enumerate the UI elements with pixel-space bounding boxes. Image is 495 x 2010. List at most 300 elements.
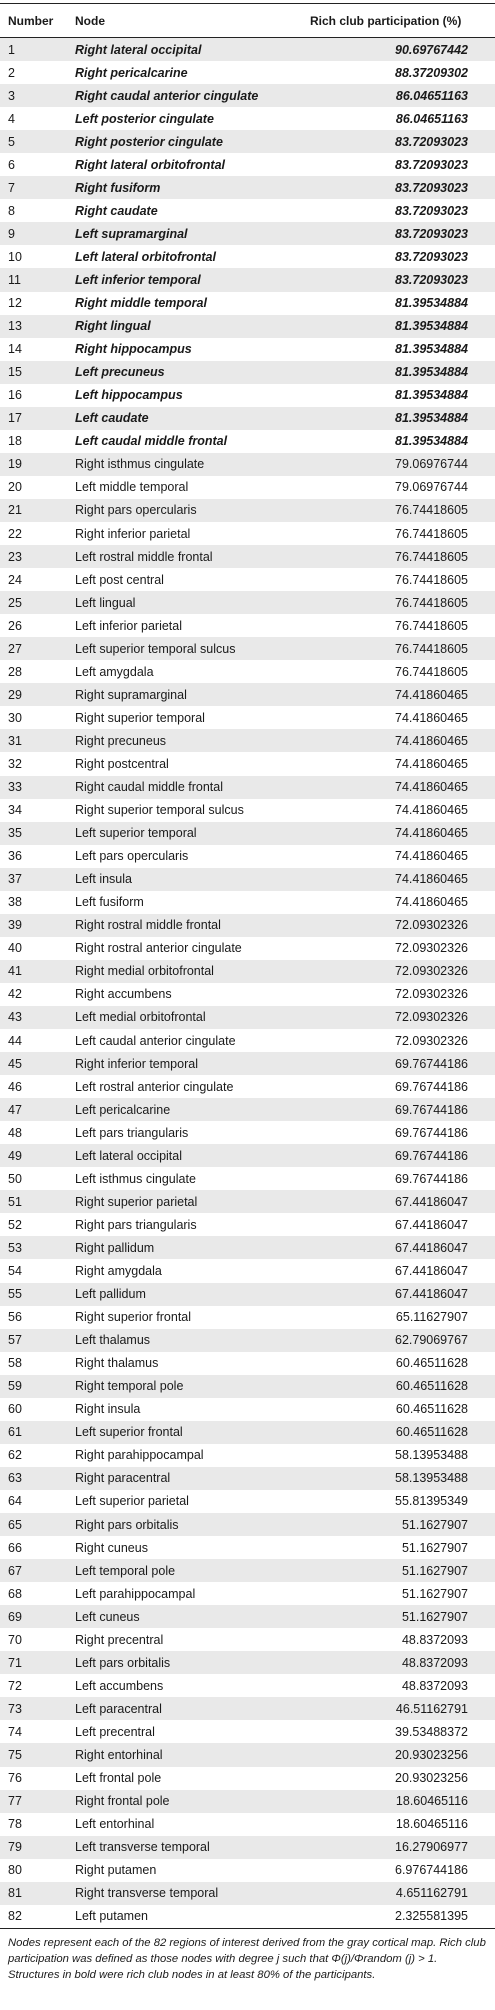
cell-node: Right superior frontal	[75, 1310, 192, 1325]
cell-node: Right paracentral	[75, 1471, 171, 1486]
cell-participation-value: 51.1627907	[401, 1517, 468, 1532]
cell-node: Right pars orbitalis	[75, 1517, 179, 1532]
cell-participation-value: 74.41860465	[395, 895, 468, 910]
cell-participation	[310, 826, 495, 840]
cell-number: 35	[8, 826, 22, 841]
cell-participation	[310, 1909, 495, 1923]
cell-participation	[310, 1748, 495, 1762]
cell-participation	[310, 135, 495, 149]
cell-participation-value: 76.74418605	[395, 503, 468, 518]
table-row	[0, 1259, 495, 1282]
table-row	[0, 799, 495, 822]
cell-participation	[310, 503, 495, 517]
cell-node: Left medial orbitofrontal	[75, 1010, 206, 1025]
cell-participation	[310, 1126, 495, 1140]
cell-node: Left frontal pole	[75, 1771, 162, 1786]
table-row	[0, 61, 495, 84]
cell-participation	[310, 780, 495, 794]
table-row	[0, 1536, 495, 1559]
cell-participation	[310, 1080, 495, 1094]
cell-number: 44	[8, 1033, 22, 1048]
cell-number: 48	[8, 1125, 22, 1140]
table-row	[0, 1467, 495, 1490]
cell-participation-value: 83.72093023	[395, 203, 468, 218]
table-row	[0, 268, 495, 291]
cell-participation-value: 76.74418605	[395, 595, 468, 610]
cell-participation-value: 39.53488372	[395, 1724, 468, 1739]
cell-number: 43	[8, 1010, 22, 1025]
cell-node: Right fusiform	[75, 180, 161, 195]
cell-number: 20	[8, 480, 22, 495]
cell-participation-value: 74.41860465	[395, 826, 468, 841]
table-row	[0, 1075, 495, 1098]
cell-node: Left pallidum	[75, 1287, 146, 1302]
cell-node: Right superior parietal	[75, 1194, 198, 1209]
cell-participation	[310, 365, 495, 379]
table-row	[0, 960, 495, 983]
cell-participation	[310, 1610, 495, 1624]
cell-participation	[310, 1494, 495, 1508]
cell-participation	[310, 1218, 495, 1232]
table-row	[0, 1697, 495, 1720]
cell-participation-value: 2.325581395	[395, 1909, 468, 1924]
cell-participation	[310, 457, 495, 471]
cell-number: 68	[8, 1586, 22, 1601]
cell-participation	[310, 1564, 495, 1578]
cell-node: Left accumbens	[75, 1678, 164, 1693]
cell-node: Left caudal middle frontal	[75, 434, 228, 449]
cell-participation	[310, 1149, 495, 1163]
cell-number: 24	[8, 572, 22, 587]
cell-participation-value: 81.39534884	[395, 296, 468, 311]
table-row	[0, 292, 495, 315]
cell-participation-value: 67.44186047	[395, 1194, 468, 1209]
cell-node: Left posterior cingulate	[75, 111, 214, 126]
cell-participation-value: 18.60465116	[395, 1817, 468, 1832]
cell-participation	[310, 250, 495, 264]
cell-node: Right pars triangularis	[75, 1217, 197, 1232]
cell-participation-value: 67.44186047	[395, 1217, 468, 1232]
cell-participation-value: 69.76744186	[395, 1079, 468, 1094]
cell-participation-value: 76.74418605	[395, 572, 468, 587]
cell-participation	[310, 1471, 495, 1485]
table-row	[0, 107, 495, 130]
cell-number: 80	[8, 1863, 22, 1878]
cell-number: 54	[8, 1264, 22, 1278]
cell-participation-value: 18.60465116	[395, 1794, 468, 1809]
cell-participation	[310, 89, 495, 103]
cell-number: 32	[8, 756, 22, 771]
cell-participation	[310, 550, 495, 564]
cell-number: 58	[8, 1356, 22, 1371]
cell-node: Left supramarginal	[75, 226, 188, 241]
table-row	[0, 1767, 495, 1790]
cell-participation-value: 65.11627907	[395, 1310, 468, 1325]
cell-node: Left entorhinal	[75, 1817, 155, 1832]
cell-node: Right rostral middle frontal	[75, 918, 221, 933]
cell-participation	[310, 388, 495, 402]
cell-node: Right superior temporal sulcus	[75, 803, 244, 818]
cell-participation	[310, 1794, 495, 1808]
cell-participation	[310, 596, 495, 610]
cell-number: 18	[8, 434, 22, 449]
table-row	[0, 1582, 495, 1605]
table-row	[0, 914, 495, 937]
cell-participation	[310, 204, 495, 218]
cell-participation	[310, 734, 495, 748]
cell-number: 50	[8, 1171, 22, 1186]
cell-participation-value: 81.39534884	[395, 434, 468, 449]
cell-node: Left insula	[75, 872, 132, 887]
cell-participation-value: 83.72093023	[395, 134, 468, 149]
cell-number: 22	[8, 526, 22, 541]
cell-node: Right pericalcarine	[75, 65, 188, 80]
cell-node: Right transverse temporal	[75, 1886, 219, 1901]
table-row	[0, 822, 495, 845]
cell-number: 25	[8, 595, 22, 610]
cell-number: 13	[8, 319, 22, 334]
table-row	[0, 845, 495, 868]
table-footnote: Nodes represent each of the 82 regions of interest derived from the gray cortical map. Rich club participation was defined as those nodes with degree j such that Φ(j)/Φrandom (j) > 1. Structures in bold were rich club nodes in at least 80% of the participants.	[8, 1936, 486, 1981]
cell-participation	[310, 757, 495, 771]
cell-number: 49	[8, 1148, 22, 1163]
cell-participation	[310, 918, 495, 932]
cell-participation-value: 69.76744186	[395, 1056, 468, 1071]
cell-participation-value: 48.8372093	[401, 1678, 468, 1693]
table-row	[0, 568, 495, 591]
cell-node: Left precuneus	[75, 365, 165, 380]
table-row	[0, 1029, 495, 1052]
cell-participation	[310, 1840, 495, 1854]
cell-participation	[310, 1287, 495, 1301]
table-row	[0, 1836, 495, 1859]
cell-participation-value: 72.09302326	[395, 941, 468, 956]
cell-number: 69	[8, 1609, 22, 1624]
cell-participation-value: 72.09302326	[395, 1033, 468, 1048]
table-row	[0, 1329, 495, 1352]
cell-participation-value: 16.27906977	[395, 1840, 468, 1855]
table-row	[0, 245, 495, 268]
cell-node: Right lingual	[75, 319, 151, 334]
cell-node: Left pars triangularis	[75, 1125, 189, 1140]
cell-participation-value: 72.09302326	[395, 918, 468, 933]
table-row	[0, 84, 495, 107]
table-row	[0, 153, 495, 176]
cell-number: 82	[8, 1909, 22, 1924]
cell-node: Left superior parietal	[75, 1494, 189, 1509]
cell-participation-value: 74.41860465	[395, 710, 468, 725]
table-row	[0, 1283, 495, 1306]
cell-participation-value: 79.06976744	[395, 457, 468, 472]
table-row	[0, 545, 495, 568]
table-row	[0, 476, 495, 499]
cell-participation-value: 69.76744186	[395, 1148, 468, 1163]
cell-node: Left middle temporal	[75, 480, 189, 495]
cell-node: Right postcentral	[75, 756, 169, 771]
cell-number: 52	[8, 1217, 22, 1232]
table-row	[0, 1144, 495, 1167]
cell-participation	[310, 1725, 495, 1739]
table-row	[0, 430, 495, 453]
table-row	[0, 1213, 495, 1236]
cell-node: Left caudate	[75, 411, 149, 426]
cell-participation-value: 74.41860465	[395, 849, 468, 864]
cell-number: 47	[8, 1102, 22, 1117]
table-row	[0, 384, 495, 407]
cell-participation-value: 74.41860465	[395, 803, 468, 818]
cell-node: Left superior frontal	[75, 1425, 183, 1440]
cell-node: Left transverse temporal	[75, 1840, 210, 1855]
cell-participation-value: 55.81395349	[395, 1494, 468, 1509]
cell-node: Left putamen	[75, 1909, 148, 1924]
cell-number: 46	[8, 1079, 22, 1094]
cell-participation-value: 58.13953488	[395, 1471, 468, 1486]
cell-number: 56	[8, 1310, 22, 1325]
cell-participation	[310, 411, 495, 425]
cell-node: Left temporal pole	[75, 1563, 176, 1578]
cell-node: Right inferior temporal	[75, 1056, 198, 1071]
cell-participation	[310, 1633, 495, 1647]
cell-node: Left inferior temporal	[75, 272, 201, 287]
cell-participation-value: 4.651162791	[395, 1886, 468, 1901]
cell-participation-value: 69.76744186	[395, 1125, 468, 1140]
cell-participation-value: 60.46511628	[395, 1402, 468, 1417]
table-row	[0, 361, 495, 384]
cell-number: 26	[8, 618, 22, 633]
cell-number: 12	[8, 296, 22, 311]
cell-participation-value: 60.46511628	[395, 1356, 468, 1371]
cell-participation	[310, 941, 495, 955]
cell-participation	[310, 181, 495, 195]
cell-participation	[310, 527, 495, 541]
cell-number: 64	[8, 1494, 22, 1509]
cell-node: Right posterior cingulate	[75, 134, 223, 149]
cell-participation	[310, 43, 495, 57]
cell-participation	[310, 1264, 495, 1278]
cell-node: Right caudal anterior cingulate	[75, 88, 259, 103]
table-row	[0, 1513, 495, 1536]
cell-participation	[310, 66, 495, 80]
cell-number: 39	[8, 918, 22, 933]
cell-number: 77	[8, 1794, 22, 1809]
table-row	[0, 706, 495, 729]
cell-node: Left thalamus	[75, 1333, 151, 1348]
table-row	[0, 983, 495, 1006]
cell-participation-value: 90.69767442	[395, 42, 468, 57]
cell-number: 41	[8, 964, 22, 979]
cell-participation-value: 83.72093023	[395, 180, 468, 195]
cell-participation	[310, 1034, 495, 1048]
table-row	[0, 1720, 495, 1743]
cell-participation	[310, 1057, 495, 1071]
table-row	[0, 937, 495, 960]
table-row	[0, 1790, 495, 1813]
cell-participation-value: 67.44186047	[395, 1287, 468, 1302]
cell-participation-value: 48.8372093	[401, 1655, 468, 1670]
cell-participation-value: 72.09302326	[395, 964, 468, 979]
cell-participation	[310, 1702, 495, 1716]
table-row	[0, 1236, 495, 1259]
cell-node: Left pericalcarine	[75, 1102, 171, 1117]
cell-participation	[310, 665, 495, 679]
cell-node: Left lateral occipital	[75, 1148, 183, 1163]
cell-number: 31	[8, 733, 22, 748]
cell-number: 36	[8, 849, 22, 864]
cell-participation	[310, 1195, 495, 1209]
cell-number: 45	[8, 1056, 22, 1071]
table-row	[0, 1490, 495, 1513]
cell-node: Right inferior parietal	[75, 526, 191, 541]
cell-number: 67	[8, 1563, 22, 1578]
table-row	[0, 1167, 495, 1190]
cell-participation-value: 76.74418605	[395, 526, 468, 541]
table-row	[0, 1743, 495, 1766]
cell-participation-value: 86.04651163	[395, 88, 468, 103]
cell-participation	[310, 1425, 495, 1439]
cell-number: 42	[8, 987, 22, 1002]
table-row	[0, 315, 495, 338]
cell-node: Right superior temporal	[75, 710, 205, 725]
cell-number: 55	[8, 1287, 22, 1302]
cell-participation	[310, 480, 495, 494]
cell-number: 76	[8, 1771, 22, 1786]
cell-node: Right amygdala	[75, 1264, 162, 1278]
cell-node: Right thalamus	[75, 1356, 159, 1371]
table-row	[0, 637, 495, 660]
cell-number: 11	[8, 272, 21, 287]
cell-number: 7	[8, 180, 15, 195]
cell-number: 3	[8, 88, 15, 103]
cell-participation-value: 62.79069767	[395, 1333, 468, 1348]
cell-participation-value: 72.09302326	[395, 987, 468, 1002]
cell-participation	[310, 112, 495, 126]
cell-participation	[310, 1817, 495, 1831]
cell-participation	[310, 1541, 495, 1555]
table-row	[0, 1605, 495, 1628]
cell-node: Right entorhinal	[75, 1747, 163, 1762]
cell-participation-value: 76.74418605	[395, 549, 468, 564]
cell-participation-value: 20.93023256	[395, 1747, 468, 1762]
cell-node: Right lateral orbitofrontal	[75, 157, 225, 172]
cell-participation	[310, 1310, 495, 1324]
table-row	[0, 499, 495, 522]
cell-participation	[310, 342, 495, 356]
cell-node: Right parahippocampal	[75, 1448, 204, 1463]
cell-node: Left rostral middle frontal	[75, 549, 213, 564]
cell-number: 57	[8, 1333, 22, 1348]
cell-participation-value: 74.41860465	[395, 872, 468, 887]
cell-participation-value: 83.72093023	[395, 249, 468, 264]
cell-participation-value: 46.51162791	[395, 1701, 468, 1716]
table-row	[0, 1398, 495, 1421]
cell-participation	[310, 1402, 495, 1416]
cell-participation	[310, 1356, 495, 1370]
cell-node: Right caudal middle frontal	[75, 780, 223, 795]
cell-number: 4	[8, 111, 15, 126]
cell-participation-value: 67.44186047	[395, 1240, 468, 1255]
table-row	[0, 407, 495, 430]
table-row	[0, 891, 495, 914]
table-row	[0, 1882, 495, 1905]
cell-number: 81	[8, 1886, 22, 1901]
cell-node: Left inferior parietal	[75, 618, 183, 633]
cell-number: 38	[8, 895, 22, 910]
cell-number: 30	[8, 710, 22, 725]
cell-participation	[310, 849, 495, 863]
cell-participation	[310, 296, 495, 310]
cell-number: 73	[8, 1701, 22, 1716]
cell-number: 9	[8, 226, 15, 241]
table-row	[0, 1905, 495, 1928]
cell-number: 66	[8, 1540, 22, 1555]
cell-number: 60	[8, 1402, 22, 1417]
cell-participation-value: 76.74418605	[395, 664, 468, 679]
cell-node: Right lateral occipital	[75, 42, 202, 57]
cell-node: Right pallidum	[75, 1240, 155, 1255]
table-body	[0, 38, 495, 1928]
cell-participation	[310, 434, 495, 448]
cell-node: Right middle temporal	[75, 296, 207, 311]
table-row	[0, 1859, 495, 1882]
table-row	[0, 1421, 495, 1444]
cell-participation-value: 76.74418605	[395, 618, 468, 633]
table-row	[0, 660, 495, 683]
cell-number: 75	[8, 1747, 22, 1762]
cell-participation-value: 86.04651163	[395, 111, 468, 126]
table-row	[0, 1098, 495, 1121]
cell-node: Right precentral	[75, 1632, 164, 1647]
table-row	[0, 683, 495, 706]
table-row	[0, 591, 495, 614]
cell-node: Left fusiform	[75, 895, 144, 910]
cell-number: 23	[8, 549, 22, 564]
cell-participation	[310, 895, 495, 909]
cell-participation-value: 51.1627907	[401, 1586, 468, 1601]
cell-node: Left hippocampus	[75, 388, 183, 403]
cell-participation-value: 88.37209302	[395, 65, 468, 80]
cell-participation	[310, 1448, 495, 1462]
cell-number: 16	[8, 388, 22, 403]
cell-node: Left superior temporal	[75, 826, 197, 841]
table-row	[0, 1559, 495, 1582]
cell-number: 17	[8, 411, 22, 426]
cell-participation	[310, 1379, 495, 1393]
cell-node: Left pars orbitalis	[75, 1655, 171, 1670]
cell-number: 29	[8, 687, 22, 702]
rich-club-table	[0, 3, 495, 1983]
cell-number: 15	[8, 365, 22, 380]
cell-participation-value: 60.46511628	[395, 1379, 468, 1394]
cell-participation	[310, 273, 495, 287]
cell-node: Left pars opercularis	[75, 849, 189, 864]
cell-participation-value: 67.44186047	[395, 1264, 468, 1278]
cell-node: Right hippocampus	[75, 342, 192, 357]
cell-node: Left paracentral	[75, 1701, 162, 1716]
cell-participation	[310, 619, 495, 633]
cell-node: Right insula	[75, 1402, 141, 1417]
cell-participation-value: 60.46511628	[395, 1425, 468, 1440]
header-participation: Rich club participation (%)	[310, 13, 462, 28]
cell-participation-value: 83.72093023	[395, 226, 468, 241]
table-row	[0, 38, 495, 61]
table-row	[0, 1628, 495, 1651]
cell-participation	[310, 1172, 495, 1186]
cell-number: 5	[8, 134, 15, 149]
cell-number: 78	[8, 1817, 22, 1832]
cell-participation	[310, 688, 495, 702]
cell-participation	[310, 1863, 495, 1877]
cell-node: Right supramarginal	[75, 687, 187, 702]
